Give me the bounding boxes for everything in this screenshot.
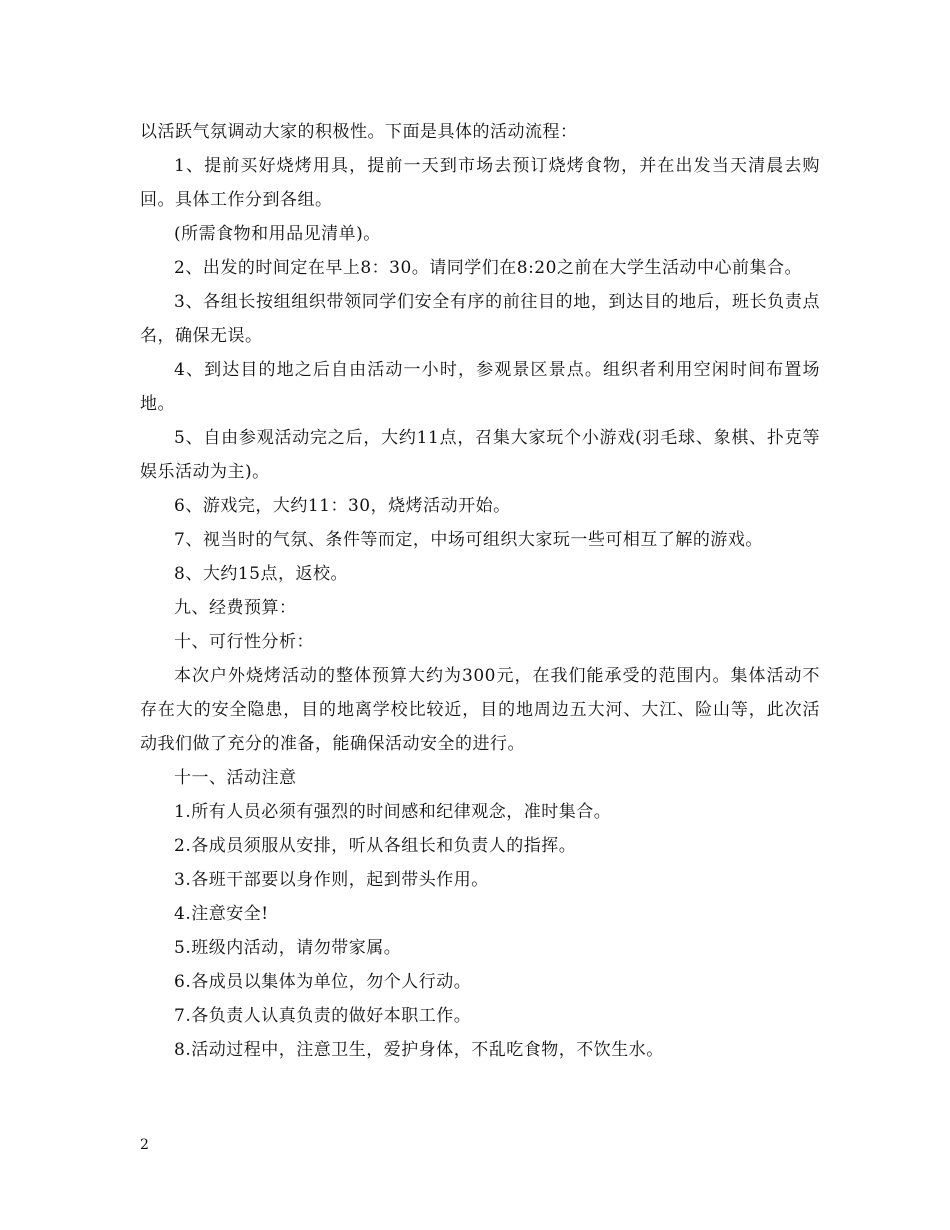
paragraph-intro: 以活跃气氛调动大家的积极性。下面是具体的活动流程： (140, 122, 578, 142)
note-item-5: 5.班级内活动，请勿带家属。 (174, 938, 402, 958)
paragraph-step-8: 8、大约15点，返校。 (174, 564, 348, 584)
page-number: 2 (140, 1137, 149, 1153)
note-item-1: 1.所有人员必须有强烈的时间感和纪律观念，准时集合。 (174, 802, 612, 822)
section-heading-notes: 十一、活动注意 (174, 768, 297, 788)
paragraph-supplies-note: (所需食物和用品见清单)。 (174, 224, 381, 244)
note-item-4: 4.注意安全! (174, 904, 269, 924)
paragraph-step-4: 4、到达目的地之后自由活动一小时，参观景区景点。组织者利用空闲时间布置场地。 (140, 360, 820, 414)
paragraph-step-3: 3、各组长按组组织带领同学们安全有序的前往目的地，到达目的地后，班长负责点名，确保无误。 (140, 292, 820, 346)
note-item-7: 7.各负责人认真负责的做好本职工作。 (174, 1006, 472, 1026)
paragraph-step-5: 5、自由参观活动完之后，大约11点，召集大家玩个小游戏(羽毛球、象棋、扑克等娱乐活动为主)。 (140, 428, 820, 482)
paragraph-step-7: 7、视当时的气氛、条件等而定，中场可组织大家玩一些可相互了解的游戏。 (174, 530, 763, 550)
note-item-3: 3.各班干部要以身作则，起到带头作用。 (174, 870, 489, 890)
section-heading-feasibility: 十、可行性分析： (174, 632, 314, 652)
paragraph-step-2: 2、出发的时间定在早上8：30。请同学们在8:20之前在大学生活动中心前集合。 (174, 258, 802, 278)
note-item-6: 6.各成员以集体为单位，勿个人行动。 (174, 972, 472, 992)
document-body (140, 115, 820, 1067)
paragraph-feasibility: 本次户外烧烤活动的整体预算大约为300元，在我们能承受的范围内。集体活动不存在大的安全隐患，目的地离学校比较近，目的地周边五大河、大江、险山等，此次活动我们做了充分的准备，能确保活动安全的进行。 (140, 666, 820, 754)
note-item-8: 8.活动过程中，注意卫生，爱护身体，不乱吃食物，不饮生水。 (174, 1040, 664, 1060)
note-item-2: 2.各成员须服从安排，听从各组长和负责人的指挥。 (174, 836, 577, 856)
section-heading-budget: 九、经费预算： (174, 598, 297, 618)
paragraph-step-1: 1、提前买好烧烤用具，提前一天到市场去预订烧烤食物，并在出发当天清晨去购回。具体工作分到各组。 (140, 156, 820, 210)
paragraph-step-6: 6、游戏完，大约11：30，烧烤活动开始。 (174, 496, 511, 516)
